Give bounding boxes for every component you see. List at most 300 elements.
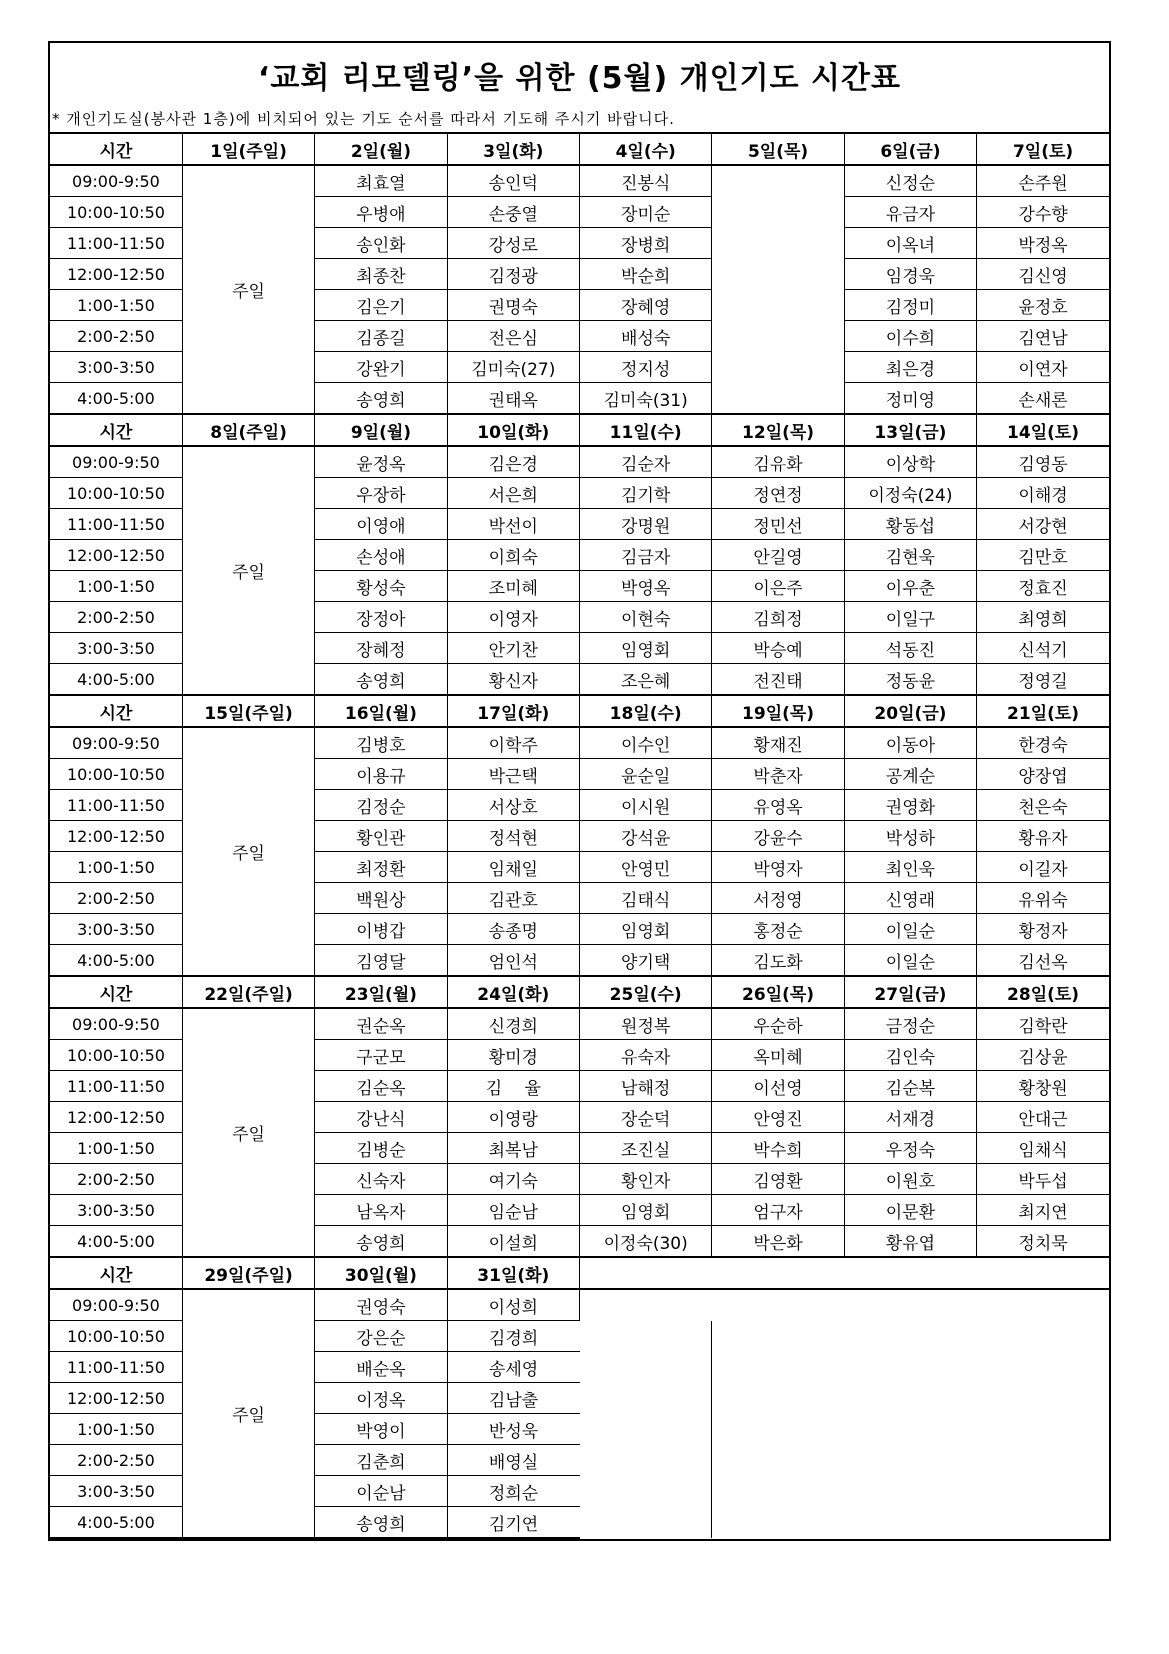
prayer-name-cell: 서상호 <box>447 790 579 821</box>
prayer-name-cell: 김정광 <box>447 259 579 290</box>
time-slot: 10:00-10:50 <box>50 197 182 228</box>
prayer-name-cell: 황신자 <box>447 664 579 696</box>
day-header: 14일(토) <box>977 415 1109 446</box>
empty-cell <box>844 1321 976 1352</box>
prayer-name-cell: 이성희 <box>447 1289 579 1321</box>
prayer-name-cell: 강성로 <box>447 228 579 259</box>
prayer-name-cell: 남해정 <box>580 1071 712 1102</box>
prayer-name-cell: 송종명 <box>447 914 579 945</box>
time-slot: 2:00-2:50 <box>50 321 182 352</box>
prayer-name-cell: 이수인 <box>580 727 712 759</box>
time-header: 시간 <box>50 696 182 727</box>
prayer-name-cell: 이은주 <box>712 571 844 602</box>
time-slot: 3:00-3:50 <box>50 633 182 664</box>
prayer-name-cell: 이우춘 <box>844 571 976 602</box>
sunday-cell: 주일 <box>182 1008 314 1257</box>
prayer-name-cell: 신정순 <box>844 165 976 197</box>
time-slot: 1:00-1:50 <box>50 852 182 883</box>
prayer-name-cell: 김신영 <box>977 259 1109 290</box>
day-header: 7일(토) <box>977 134 1109 165</box>
day-header: 3일(화) <box>447 134 579 165</box>
prayer-name-cell: 황창원 <box>977 1071 1109 1102</box>
prayer-name-cell: 서재경 <box>844 1102 976 1133</box>
prayer-name-cell: 이희숙 <box>447 540 579 571</box>
empty-cell <box>977 1507 1109 1539</box>
prayer-name-cell: 유금자 <box>844 197 976 228</box>
prayer-name-cell: 이정숙(24) <box>844 478 976 509</box>
prayer-name-cell: 정동윤 <box>844 664 976 696</box>
day-header: 22일(주일) <box>182 977 314 1008</box>
prayer-name-cell: 옥미혜 <box>712 1040 844 1071</box>
prayer-name-cell: 김관호 <box>447 883 579 914</box>
empty-cell <box>712 1321 844 1352</box>
time-slot: 09:00-9:50 <box>50 1008 182 1040</box>
prayer-name-cell: 이설희 <box>447 1226 579 1258</box>
prayer-name-cell: 정희순 <box>447 1476 579 1507</box>
prayer-name-cell: 조은혜 <box>580 664 712 696</box>
prayer-name-cell: 김미숙(27) <box>447 352 579 383</box>
prayer-name-cell: 김금자 <box>580 540 712 571</box>
prayer-name-cell: 금정순 <box>844 1008 976 1040</box>
prayer-name-cell: 최정환 <box>315 852 447 883</box>
time-slot: 09:00-9:50 <box>50 1289 182 1321</box>
empty-cell <box>580 1352 712 1383</box>
empty-cell <box>844 1414 976 1445</box>
empty-cell <box>580 1414 712 1445</box>
prayer-name-cell: 서강현 <box>977 509 1109 540</box>
prayer-name-cell: 임채식 <box>977 1133 1109 1164</box>
prayer-name-cell: 이순남 <box>315 1476 447 1507</box>
prayer-name-cell: 정영길 <box>977 664 1109 696</box>
prayer-name-cell: 유영옥 <box>712 790 844 821</box>
prayer-name-cell: 안영민 <box>580 852 712 883</box>
prayer-name-cell: 황유자 <box>977 821 1109 852</box>
schedule-tables <box>50 132 1109 1539</box>
prayer-name-cell: 김학란 <box>977 1008 1109 1040</box>
prayer-name-cell: 박성하 <box>844 821 976 852</box>
week-table <box>50 134 1109 415</box>
prayer-name-cell: 박근택 <box>447 759 579 790</box>
time-slot: 4:00-5:00 <box>50 945 182 977</box>
empty-cell <box>580 1258 712 1289</box>
time-slot: 4:00-5:00 <box>50 664 182 696</box>
prayer-name-cell: 박승예 <box>712 633 844 664</box>
prayer-name-cell: 정석현 <box>447 821 579 852</box>
prayer-name-cell: 박정옥 <box>977 228 1109 259</box>
time-slot: 11:00-11:50 <box>50 228 182 259</box>
prayer-name-cell: 임순남 <box>447 1195 579 1226</box>
week-header-row <box>50 134 1109 165</box>
sunday-cell: 주일 <box>182 1289 314 1538</box>
prayer-name-cell: 이학주 <box>447 727 579 759</box>
prayer-name-cell: 이동아 <box>844 727 976 759</box>
prayer-name-cell: 엄인석 <box>447 945 579 977</box>
prayer-name-cell: 장정아 <box>315 602 447 633</box>
day-header: 9일(월) <box>315 415 447 446</box>
empty-cell <box>712 1414 844 1445</box>
prayer-name-cell: 강완기 <box>315 352 447 383</box>
day-header: 29일(주일) <box>182 1258 314 1289</box>
page-title: ‘교회 리모델링’을 위한 (5월) 개인기도 시간표 <box>258 61 901 96</box>
prayer-name-cell: 임영회 <box>580 914 712 945</box>
time-slot: 11:00-11:50 <box>50 790 182 821</box>
prayer-name-cell: 송영희 <box>315 383 447 415</box>
week-table <box>50 415 1109 696</box>
prayer-name-cell: 안길영 <box>712 540 844 571</box>
time-slot: 1:00-1:50 <box>50 1133 182 1164</box>
time-slot: 4:00-5:00 <box>50 1226 182 1258</box>
prayer-name-cell: 장혜영 <box>580 290 712 321</box>
week-table <box>50 696 1109 977</box>
prayer-name-cell: 이현숙 <box>580 602 712 633</box>
prayer-name-cell: 공계순 <box>844 759 976 790</box>
time-slot: 12:00-12:50 <box>50 259 182 290</box>
prayer-name-cell: 김종길 <box>315 321 447 352</box>
prayer-name-cell: 박춘자 <box>712 759 844 790</box>
prayer-name-cell: 김도화 <box>712 945 844 977</box>
prayer-name-cell: 이정옥 <box>315 1383 447 1414</box>
prayer-name-cell: 박수희 <box>712 1133 844 1164</box>
week-table <box>50 1258 1109 1539</box>
prayer-name-cell: 송인화 <box>315 228 447 259</box>
prayer-name-cell: 이일구 <box>844 602 976 633</box>
prayer-name-cell: 이용규 <box>315 759 447 790</box>
time-slot: 1:00-1:50 <box>50 290 182 321</box>
prayer-name-cell: 강석윤 <box>580 821 712 852</box>
empty-cell <box>712 1383 844 1414</box>
prayer-name-cell: 손성애 <box>315 540 447 571</box>
prayer-name-cell: 양기택 <box>580 945 712 977</box>
prayer-name-cell: 홍정순 <box>712 914 844 945</box>
prayer-name-cell: 황재진 <box>712 727 844 759</box>
sunday-cell: 주일 <box>182 727 314 976</box>
prayer-name-cell: 김상윤 <box>977 1040 1109 1071</box>
empty-cell <box>580 1445 712 1476</box>
prayer-name-cell: 김연남 <box>977 321 1109 352</box>
prayer-name-cell: 김 율 <box>447 1071 579 1102</box>
prayer-name-cell: 김태식 <box>580 883 712 914</box>
prayer-name-cell: 송세영 <box>447 1352 579 1383</box>
prayer-name-cell: 이영자 <box>447 602 579 633</box>
prayer-name-cell: 최지연 <box>977 1195 1109 1226</box>
week-table <box>50 977 1109 1258</box>
schedule-sheet <box>48 41 1111 1541</box>
prayer-name-cell: 반성욱 <box>447 1414 579 1445</box>
empty-cell <box>977 1445 1109 1476</box>
day-header: 13일(금) <box>844 415 976 446</box>
time-slot: 10:00-10:50 <box>50 478 182 509</box>
prayer-name-cell: 양장엽 <box>977 759 1109 790</box>
prayer-name-cell: 신석기 <box>977 633 1109 664</box>
prayer-name-cell: 손중열 <box>447 197 579 228</box>
empty-cell <box>712 1289 844 1321</box>
prayer-name-cell: 김남출 <box>447 1383 579 1414</box>
prayer-name-cell: 김춘희 <box>315 1445 447 1476</box>
prayer-name-cell: 김정미 <box>844 290 976 321</box>
prayer-name-cell: 김경희 <box>447 1321 579 1352</box>
prayer-name-cell: 권태옥 <box>447 383 579 415</box>
day-header: 18일(수) <box>580 696 712 727</box>
prayer-name-cell: 김영달 <box>315 945 447 977</box>
prayer-name-cell: 김병호 <box>315 727 447 759</box>
time-slot-row <box>50 1008 1109 1040</box>
time-slot: 3:00-3:50 <box>50 1476 182 1507</box>
day-header: 1일(주일) <box>182 134 314 165</box>
prayer-name-cell: 임경욱 <box>844 259 976 290</box>
time-slot: 11:00-11:50 <box>50 1352 182 1383</box>
day-header: 19일(목) <box>712 696 844 727</box>
empty-cell <box>844 1476 976 1507</box>
sunday-cell: 주일 <box>182 446 314 695</box>
prayer-name-cell: 천은숙 <box>977 790 1109 821</box>
day-header: 20일(금) <box>844 696 976 727</box>
empty-cell <box>844 1383 976 1414</box>
day-header: 17일(화) <box>447 696 579 727</box>
time-slot: 2:00-2:50 <box>50 1164 182 1195</box>
prayer-name-cell: 김인숙 <box>844 1040 976 1071</box>
prayer-name-cell: 이길자 <box>977 852 1109 883</box>
empty-cell <box>977 1258 1109 1289</box>
day-header: 12일(목) <box>712 415 844 446</box>
time-slot: 09:00-9:50 <box>50 446 182 478</box>
day-header: 11일(수) <box>580 415 712 446</box>
day-header: 25일(수) <box>580 977 712 1008</box>
week-header-row <box>50 696 1109 727</box>
time-slot-row <box>50 165 1109 197</box>
prayer-name-cell: 이선영 <box>712 1071 844 1102</box>
prayer-name-cell: 우장하 <box>315 478 447 509</box>
empty-cell <box>977 1476 1109 1507</box>
day-header: 31일(화) <box>447 1258 579 1289</box>
day-header: 23일(월) <box>315 977 447 1008</box>
prayer-name-cell: 이정숙(30) <box>580 1226 712 1258</box>
prayer-name-cell: 최종찬 <box>315 259 447 290</box>
prayer-name-cell: 이영랑 <box>447 1102 579 1133</box>
prayer-name-cell: 이일순 <box>844 914 976 945</box>
prayer-name-cell: 석동진 <box>844 633 976 664</box>
day-header: 26일(목) <box>712 977 844 1008</box>
prayer-name-cell: 황인자 <box>580 1164 712 1195</box>
prayer-name-cell: 이문환 <box>844 1195 976 1226</box>
prayer-name-cell: 김은기 <box>315 290 447 321</box>
empty-cell <box>712 1476 844 1507</box>
empty-cell <box>977 1414 1109 1445</box>
prayer-name-cell: 장병희 <box>580 228 712 259</box>
prayer-name-cell: 김정순 <box>315 790 447 821</box>
prayer-name-cell: 전진태 <box>712 664 844 696</box>
time-slot: 4:00-5:00 <box>50 383 182 415</box>
time-header: 시간 <box>50 977 182 1008</box>
day-header: 10일(화) <box>447 415 579 446</box>
prayer-name-cell: 권명숙 <box>447 290 579 321</box>
week-header-row <box>50 1258 1109 1289</box>
prayer-name-cell: 강수향 <box>977 197 1109 228</box>
prayer-name-cell: 엄구자 <box>712 1195 844 1226</box>
time-slot: 09:00-9:50 <box>50 727 182 759</box>
empty-cell <box>712 1507 844 1539</box>
prayer-name-cell: 김은경 <box>447 446 579 478</box>
prayer-name-cell: 최복남 <box>447 1133 579 1164</box>
prayer-name-cell: 이연자 <box>977 352 1109 383</box>
time-slot: 09:00-9:50 <box>50 165 182 197</box>
prayer-name-cell: 손새론 <box>977 383 1109 415</box>
instruction-note: * 개인기도실(봉사관 1층)에 비치되어 있는 기도 순서를 따라서 기도해 주시기 바랍니다. <box>52 110 675 128</box>
prayer-name-cell: 우순하 <box>712 1008 844 1040</box>
prayer-name-cell: 김만호 <box>977 540 1109 571</box>
prayer-name-cell: 조진실 <box>580 1133 712 1164</box>
prayer-name-cell: 정민선 <box>712 509 844 540</box>
prayer-name-cell: 정연정 <box>712 478 844 509</box>
prayer-name-cell: 윤순일 <box>580 759 712 790</box>
prayer-name-cell: 여기숙 <box>447 1164 579 1195</box>
prayer-name-cell: 송영희 <box>315 1226 447 1258</box>
prayer-name-cell: 정미영 <box>844 383 976 415</box>
empty-cell <box>580 1289 712 1321</box>
day-header: 6일(금) <box>844 134 976 165</box>
time-header: 시간 <box>50 1258 182 1289</box>
prayer-name-cell: 최효열 <box>315 165 447 197</box>
prayer-name-cell: 황정자 <box>977 914 1109 945</box>
empty-cell <box>580 1383 712 1414</box>
day-header: 30일(월) <box>315 1258 447 1289</box>
blank-day-cell <box>712 165 844 414</box>
day-header: 5일(목) <box>712 134 844 165</box>
empty-cell <box>580 1321 712 1352</box>
empty-cell <box>712 1445 844 1476</box>
prayer-name-cell: 배순옥 <box>315 1352 447 1383</box>
prayer-name-cell: 송인덕 <box>447 165 579 197</box>
prayer-name-cell: 강윤수 <box>712 821 844 852</box>
week-header-row <box>50 415 1109 446</box>
prayer-name-cell: 황미경 <box>447 1040 579 1071</box>
time-slot: 1:00-1:50 <box>50 571 182 602</box>
empty-cell <box>712 1352 844 1383</box>
day-header: 8일(주일) <box>182 415 314 446</box>
prayer-name-cell: 송영희 <box>315 664 447 696</box>
prayer-name-cell: 안대근 <box>977 1102 1109 1133</box>
prayer-name-cell: 김현욱 <box>844 540 976 571</box>
time-header: 시간 <box>50 415 182 446</box>
prayer-name-cell: 백원상 <box>315 883 447 914</box>
prayer-name-cell: 윤정옥 <box>315 446 447 478</box>
prayer-name-cell: 한경숙 <box>977 727 1109 759</box>
time-slot: 2:00-2:50 <box>50 1445 182 1476</box>
day-header: 27일(금) <box>844 977 976 1008</box>
prayer-name-cell: 김희정 <box>712 602 844 633</box>
prayer-name-cell: 남옥자 <box>315 1195 447 1226</box>
prayer-name-cell: 이수희 <box>844 321 976 352</box>
prayer-name-cell: 박영옥 <box>580 571 712 602</box>
empty-cell <box>844 1445 976 1476</box>
prayer-name-cell: 김병순 <box>315 1133 447 1164</box>
day-header: 15일(주일) <box>182 696 314 727</box>
time-slot: 4:00-5:00 <box>50 1507 182 1539</box>
prayer-name-cell: 서은희 <box>447 478 579 509</box>
prayer-name-cell: 정치묵 <box>977 1226 1109 1258</box>
sunday-cell: 주일 <box>182 165 314 414</box>
prayer-name-cell: 김영동 <box>977 446 1109 478</box>
prayer-name-cell: 원정복 <box>580 1008 712 1040</box>
prayer-name-cell: 권영숙 <box>315 1289 447 1321</box>
prayer-name-cell: 김영환 <box>712 1164 844 1195</box>
day-header: 21일(토) <box>977 696 1109 727</box>
prayer-name-cell: 배성숙 <box>580 321 712 352</box>
prayer-name-cell: 조미혜 <box>447 571 579 602</box>
day-header: 2일(월) <box>315 134 447 165</box>
time-slot: 11:00-11:50 <box>50 509 182 540</box>
prayer-name-cell: 강명원 <box>580 509 712 540</box>
prayer-name-cell: 박선이 <box>447 509 579 540</box>
prayer-name-cell: 최인욱 <box>844 852 976 883</box>
time-slot: 10:00-10:50 <box>50 1040 182 1071</box>
prayer-name-cell: 박영자 <box>712 852 844 883</box>
empty-cell <box>844 1352 976 1383</box>
empty-cell <box>977 1321 1109 1352</box>
prayer-name-cell: 김미숙(31) <box>580 383 712 415</box>
empty-cell <box>844 1507 976 1539</box>
prayer-name-cell: 장혜정 <box>315 633 447 664</box>
prayer-name-cell: 안영진 <box>712 1102 844 1133</box>
prayer-name-cell: 황유엽 <box>844 1226 976 1258</box>
time-slot: 10:00-10:50 <box>50 759 182 790</box>
time-slot-row <box>50 727 1109 759</box>
time-slot: 11:00-11:50 <box>50 1071 182 1102</box>
time-slot: 3:00-3:50 <box>50 352 182 383</box>
prayer-name-cell: 이옥녀 <box>844 228 976 259</box>
prayer-name-cell: 박순희 <box>580 259 712 290</box>
prayer-name-cell: 유숙자 <box>580 1040 712 1071</box>
time-slot: 3:00-3:50 <box>50 1195 182 1226</box>
prayer-name-cell: 우정숙 <box>844 1133 976 1164</box>
prayer-name-cell: 이영애 <box>315 509 447 540</box>
time-slot: 3:00-3:50 <box>50 914 182 945</box>
prayer-name-cell: 이시원 <box>580 790 712 821</box>
prayer-name-cell: 장미순 <box>580 197 712 228</box>
prayer-name-cell: 김순옥 <box>315 1071 447 1102</box>
prayer-name-cell: 최은경 <box>844 352 976 383</box>
empty-cell <box>844 1289 976 1321</box>
prayer-name-cell: 박은화 <box>712 1226 844 1258</box>
prayer-name-cell: 김순복 <box>844 1071 976 1102</box>
empty-cell <box>580 1476 712 1507</box>
time-slot: 12:00-12:50 <box>50 821 182 852</box>
prayer-name-cell: 장순덕 <box>580 1102 712 1133</box>
prayer-name-cell: 송영희 <box>315 1507 447 1539</box>
prayer-name-cell: 윤정호 <box>977 290 1109 321</box>
prayer-name-cell: 이병갑 <box>315 914 447 945</box>
day-header: 4일(수) <box>580 134 712 165</box>
time-slot: 10:00-10:50 <box>50 1321 182 1352</box>
prayer-name-cell: 강은순 <box>315 1321 447 1352</box>
time-slot: 12:00-12:50 <box>50 1383 182 1414</box>
prayer-name-cell: 서정영 <box>712 883 844 914</box>
prayer-name-cell: 황성숙 <box>315 571 447 602</box>
prayer-name-cell: 정지성 <box>580 352 712 383</box>
prayer-name-cell: 강난식 <box>315 1102 447 1133</box>
prayer-name-cell: 신숙자 <box>315 1164 447 1195</box>
prayer-name-cell: 전은심 <box>447 321 579 352</box>
prayer-name-cell: 안기찬 <box>447 633 579 664</box>
prayer-name-cell: 손주원 <box>977 165 1109 197</box>
prayer-name-cell: 유위숙 <box>977 883 1109 914</box>
empty-cell <box>977 1289 1109 1321</box>
time-slot-row <box>50 446 1109 478</box>
prayer-name-cell: 이상학 <box>844 446 976 478</box>
empty-cell <box>977 1383 1109 1414</box>
prayer-name-cell: 신경희 <box>447 1008 579 1040</box>
empty-cell <box>844 1258 976 1289</box>
prayer-name-cell: 김유화 <box>712 446 844 478</box>
